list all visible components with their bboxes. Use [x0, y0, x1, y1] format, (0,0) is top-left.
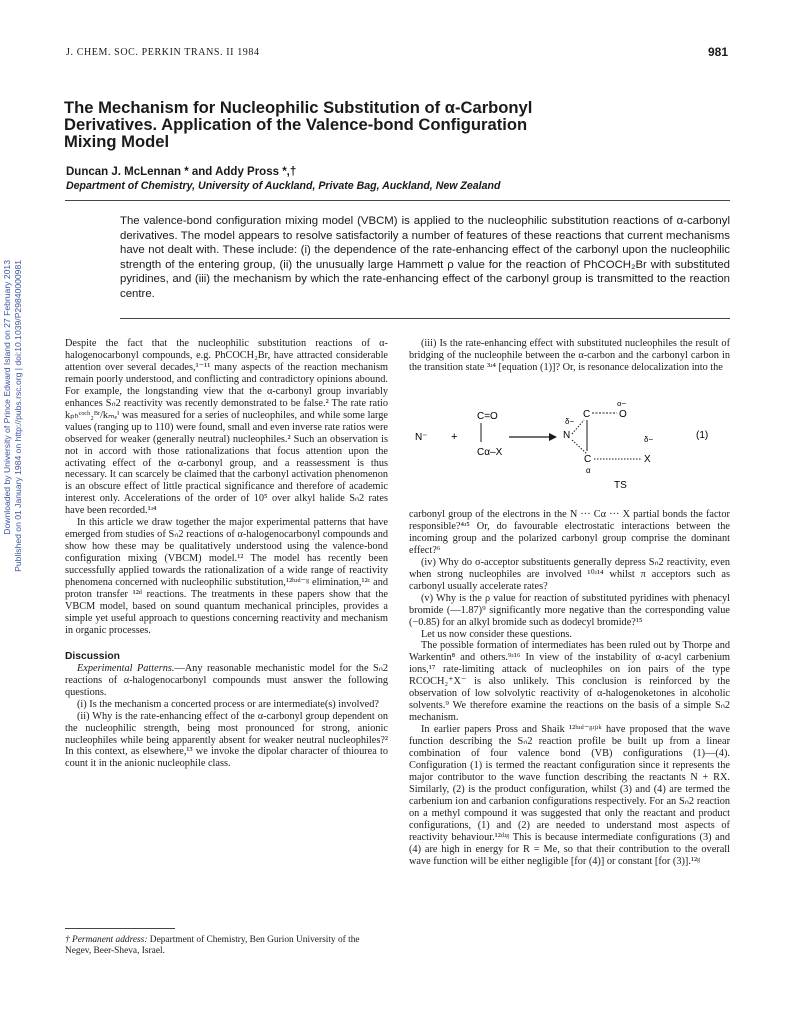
scheme-calpha-x: Cα–X	[477, 447, 503, 458]
reaction-scheme	[409, 402, 730, 492]
header-rule	[65, 200, 730, 201]
scheme-equation-label: (1)	[696, 430, 709, 441]
scheme-drawing	[409, 402, 730, 492]
right-column-bottom	[409, 509, 730, 868]
right-paragraph-intermediates: The possible formation of intermediates has been ruled out by Thorpe and Warkentin⁸ and others.⁹ʴ¹⁶ In view of the instability of α-acyl carbenium ions,¹⁷ rate-limiting attack of nucleophiles on ion pairs of the type RCOCH₂⁺X⁻ is also unlikely. This conclusion is reinforced by the observation of low solvolytic reactivity of α-halogenoketones in alcoholic solvents.⁹ We therefore examine the reactions on the basis of a simple Sₙ2 mechanism.	[409, 640, 730, 724]
scheme-alpha: α	[586, 466, 591, 475]
page-number: 981	[707, 45, 728, 59]
footnote-lead: † Permanent address:	[65, 935, 148, 945]
scheme-delta-o: δ−	[617, 402, 627, 408]
right-question-iii: (iii) Is the rate-enhancing effect with substituted nucleophiles the result of bridging of the nucleophile between the α-carbon and the carbonyl carbon in the transition state ³ʴ⁴ [equation (1)]? Or, is resonance delocalization into the	[409, 338, 730, 373]
left-question-i: (i) Is the mechanism a concerted process or are intermediate(s) involved?	[77, 698, 379, 710]
sidebar-metadata	[2, 260, 23, 620]
scheme-plus: +	[451, 431, 458, 443]
left-paragraph-3	[65, 663, 388, 699]
scheme-c-top: C	[583, 409, 591, 420]
title-line-2: Derivatives. Application of the Valence-bond Configuration	[64, 115, 528, 134]
left-paragraph-2: In this article we draw together the major experimental patterns that have emerged from studies of Sₙ2 reactions of α-halogenocarbonyl compounds and show how these may be qualitatively understood using the valence-bond configuration mixing (VBCM) model.¹² The model has recently been successfully applied towards the rationalization of a wide range of reactivity phenomena concerned with nucleophilic substitution,¹²ᵇʴᵈ⁻ᵍ elimination,¹²ᶜ and proton transfer ¹²ᵈ reactions. The treatments in these papers show that the VBCM model, based on sound quantum mechanical principles, provides a simple yet useful approach to questions concerning reactivity and mechanism in organic processes.	[65, 517, 388, 636]
right-column-top	[409, 338, 730, 374]
scheme-o: O	[619, 409, 627, 420]
right-paragraph-partial-bonds: carbonyl group of the electrons in the N ··· Cα ··· X partial bonds the factor responsible?⁴ʴ⁵ Or, do favourable electrostatic interactions between the incoming group and the polarized carbonyl group comprise the dominant effect?⁶	[409, 509, 730, 556]
scheme-delta-n: δ−	[565, 417, 575, 426]
scheme-carbonyl: C=O	[477, 411, 498, 422]
scheme-delta-x: δ−	[644, 435, 654, 444]
footnote	[65, 935, 388, 957]
left-question-ii: (ii) Why is the rate-enhancing effect of the α-carbonyl group dependent on the nucleophilic strength, being most pronounced for strong, anionic nucleophiles while being apparently absent for weaker neutral nucleophiles?² In this context, as elsewhere,¹³ we invoke the dipolar character of thiourea to count it in the anionic nucleophile class.	[65, 710, 388, 770]
experimental-patterns-lead: Experimental Patterns.	[77, 662, 175, 674]
left-paragraph-1: Despite the fact that the nucleophilic substitution reactions of α-halogenocarbonyl compounds, e.g. PhCOCH₂Br, have attracted considerable attention over several decades,¹⁻¹¹ many aspects of the reaction mechanism remain poorly understood, and conflicting and contradictory opinions abound. For example, the longstanding view that the α-carbonyl group invariably enhances Sₙ2 reactivity was recently demonstrated to be false.² The rate ratio kₚₕᶜᵒᶜʰ₂ᴮʳ/kₘₑᴵ was measured for a series of nucleophiles, and while some large values (ranging up to 110) were found, small and even inverse rate ratios were observed for weaker (generally neutral) nucleophiles.² Such an observation is not in accord with those rationalizations that focus attention upon the activating effect of the α-carbonyl group, and a reassessment is thus necessary. It can scarcely be claimed that the carbonyl activation phenomenon is an obscure effect of little practical significance and therefore of academic interest only. Accelerations of the order of 10⁵ over alkyl halide Sₙ2 rates have been recorded.¹ʴ⁴	[65, 338, 388, 517]
scheme-x: X	[644, 454, 651, 465]
scheme-calpha: C	[584, 454, 592, 465]
authors: Duncan J. McLennan * and Addy Pross *,†	[66, 166, 297, 178]
right-question-iv: (iv) Why do σ-acceptor substituents generally depress Sₙ2 reactivity, even when strong nucleophiles are involved ¹⁰ʴ¹⁴ whilst π acceptors such as carbonyl usually accelerate rates?	[409, 556, 730, 592]
right-question-v: (v) Why is the ρ value for reaction of substituted pyridines with phenacyl bromide (—1.87)⁹ significantly more negative than the corresponding value (−0.85) for an alkyl bromide such as dodecyl bromide?¹⁵	[409, 592, 730, 628]
footnote-rule	[65, 928, 175, 929]
scheme-arrow-head	[549, 433, 557, 441]
scheme-n-calpha	[572, 440, 587, 454]
title-line-1: The Mechanism for Nucleophilic Substitution of α-Carbonyl	[64, 98, 533, 117]
article-title	[64, 99, 704, 150]
right-paragraph-consider: Let us now consider these questions.	[421, 628, 572, 640]
affiliation: Department of Chemistry, University of Auckland, Private Bag, Auckland, New Zealand	[66, 180, 501, 192]
discussion-heading: Discussion	[65, 650, 120, 662]
title-line-3: Mixing Model	[64, 132, 170, 151]
sidebar-downloaded: Downloaded by University of Prince Edward Island on 27 February 2013	[2, 260, 12, 535]
running-head: J. CHEM. SOC. PERKIN TRANS. II 1984	[66, 47, 260, 58]
abstract-rule	[120, 318, 730, 319]
left-column	[65, 338, 388, 770]
scheme-n: N	[563, 430, 571, 441]
experimental-patterns-text: —Any reasonable mechanistic model for the Sₙ2 reactions of α-halogenocarbonyl compounds must answer the following questions.	[65, 662, 389, 698]
footnote-text: Department of Chemistry, Ben Gurion University of the Negev, Beer-Sheva, Israel.	[65, 935, 360, 956]
scheme-nucleophile: N⁻	[415, 432, 428, 443]
right-paragraph-vb-configurations: In earlier papers Pross and Shaik ¹²ᵇʴᵈ⁻ᵍʴʲʴᵏ have proposed that the wave function describing the Sₙ2 reaction profile be built up from a linear combination of four valence bond (VB) configurations (1)—(4). Configuration (1) is termed the reactant configuration since it represents the major contributor to the wave function describing the reactants N + RX. Similarly, (2) is the product configuration, whilst (3) and (4) are termed the carbenium ion and carbanion configurations respectively. For an Sₙ2 reaction on a methyl compound it was suggested that only the reactant and product configurations, (1) and (2) are needed to understand most aspects of reactivity behaviour.¹²ᵈʴᵍ This is because intermediate configurations (3) and (4) are high in energy for R = Me, so that their contribution to the overall wave function will be either negligible [for (4)] or constant [for (3)].¹²ᵍ	[409, 724, 730, 867]
abstract: The valence-bond configuration mixing model (VBCM) is applied to the nucleophilic substitution reactions of α-carbonyl derivatives. The model appears to resolve satisfactorily a number of features of these reactions that current mechanisms have not dealt with. These include: (i) the dependence of the rate-enhancing effect of the carbonyl upon the nucleophilic strength of the entering group, (ii) the unusually large Hammett ρ value for the reaction of PhCOCH₂Br with substituted pyridines, and (iii) the mechanism by which the rate-enhancing effect of the carbonyl group is transmitted to the reaction centre.	[120, 215, 730, 300]
sidebar-published: Published on 01 January 1984 on http://pubs.rsc.org | doi:10.1039/P29840000981	[13, 260, 23, 572]
scheme-ts-label: TS	[614, 480, 627, 491]
